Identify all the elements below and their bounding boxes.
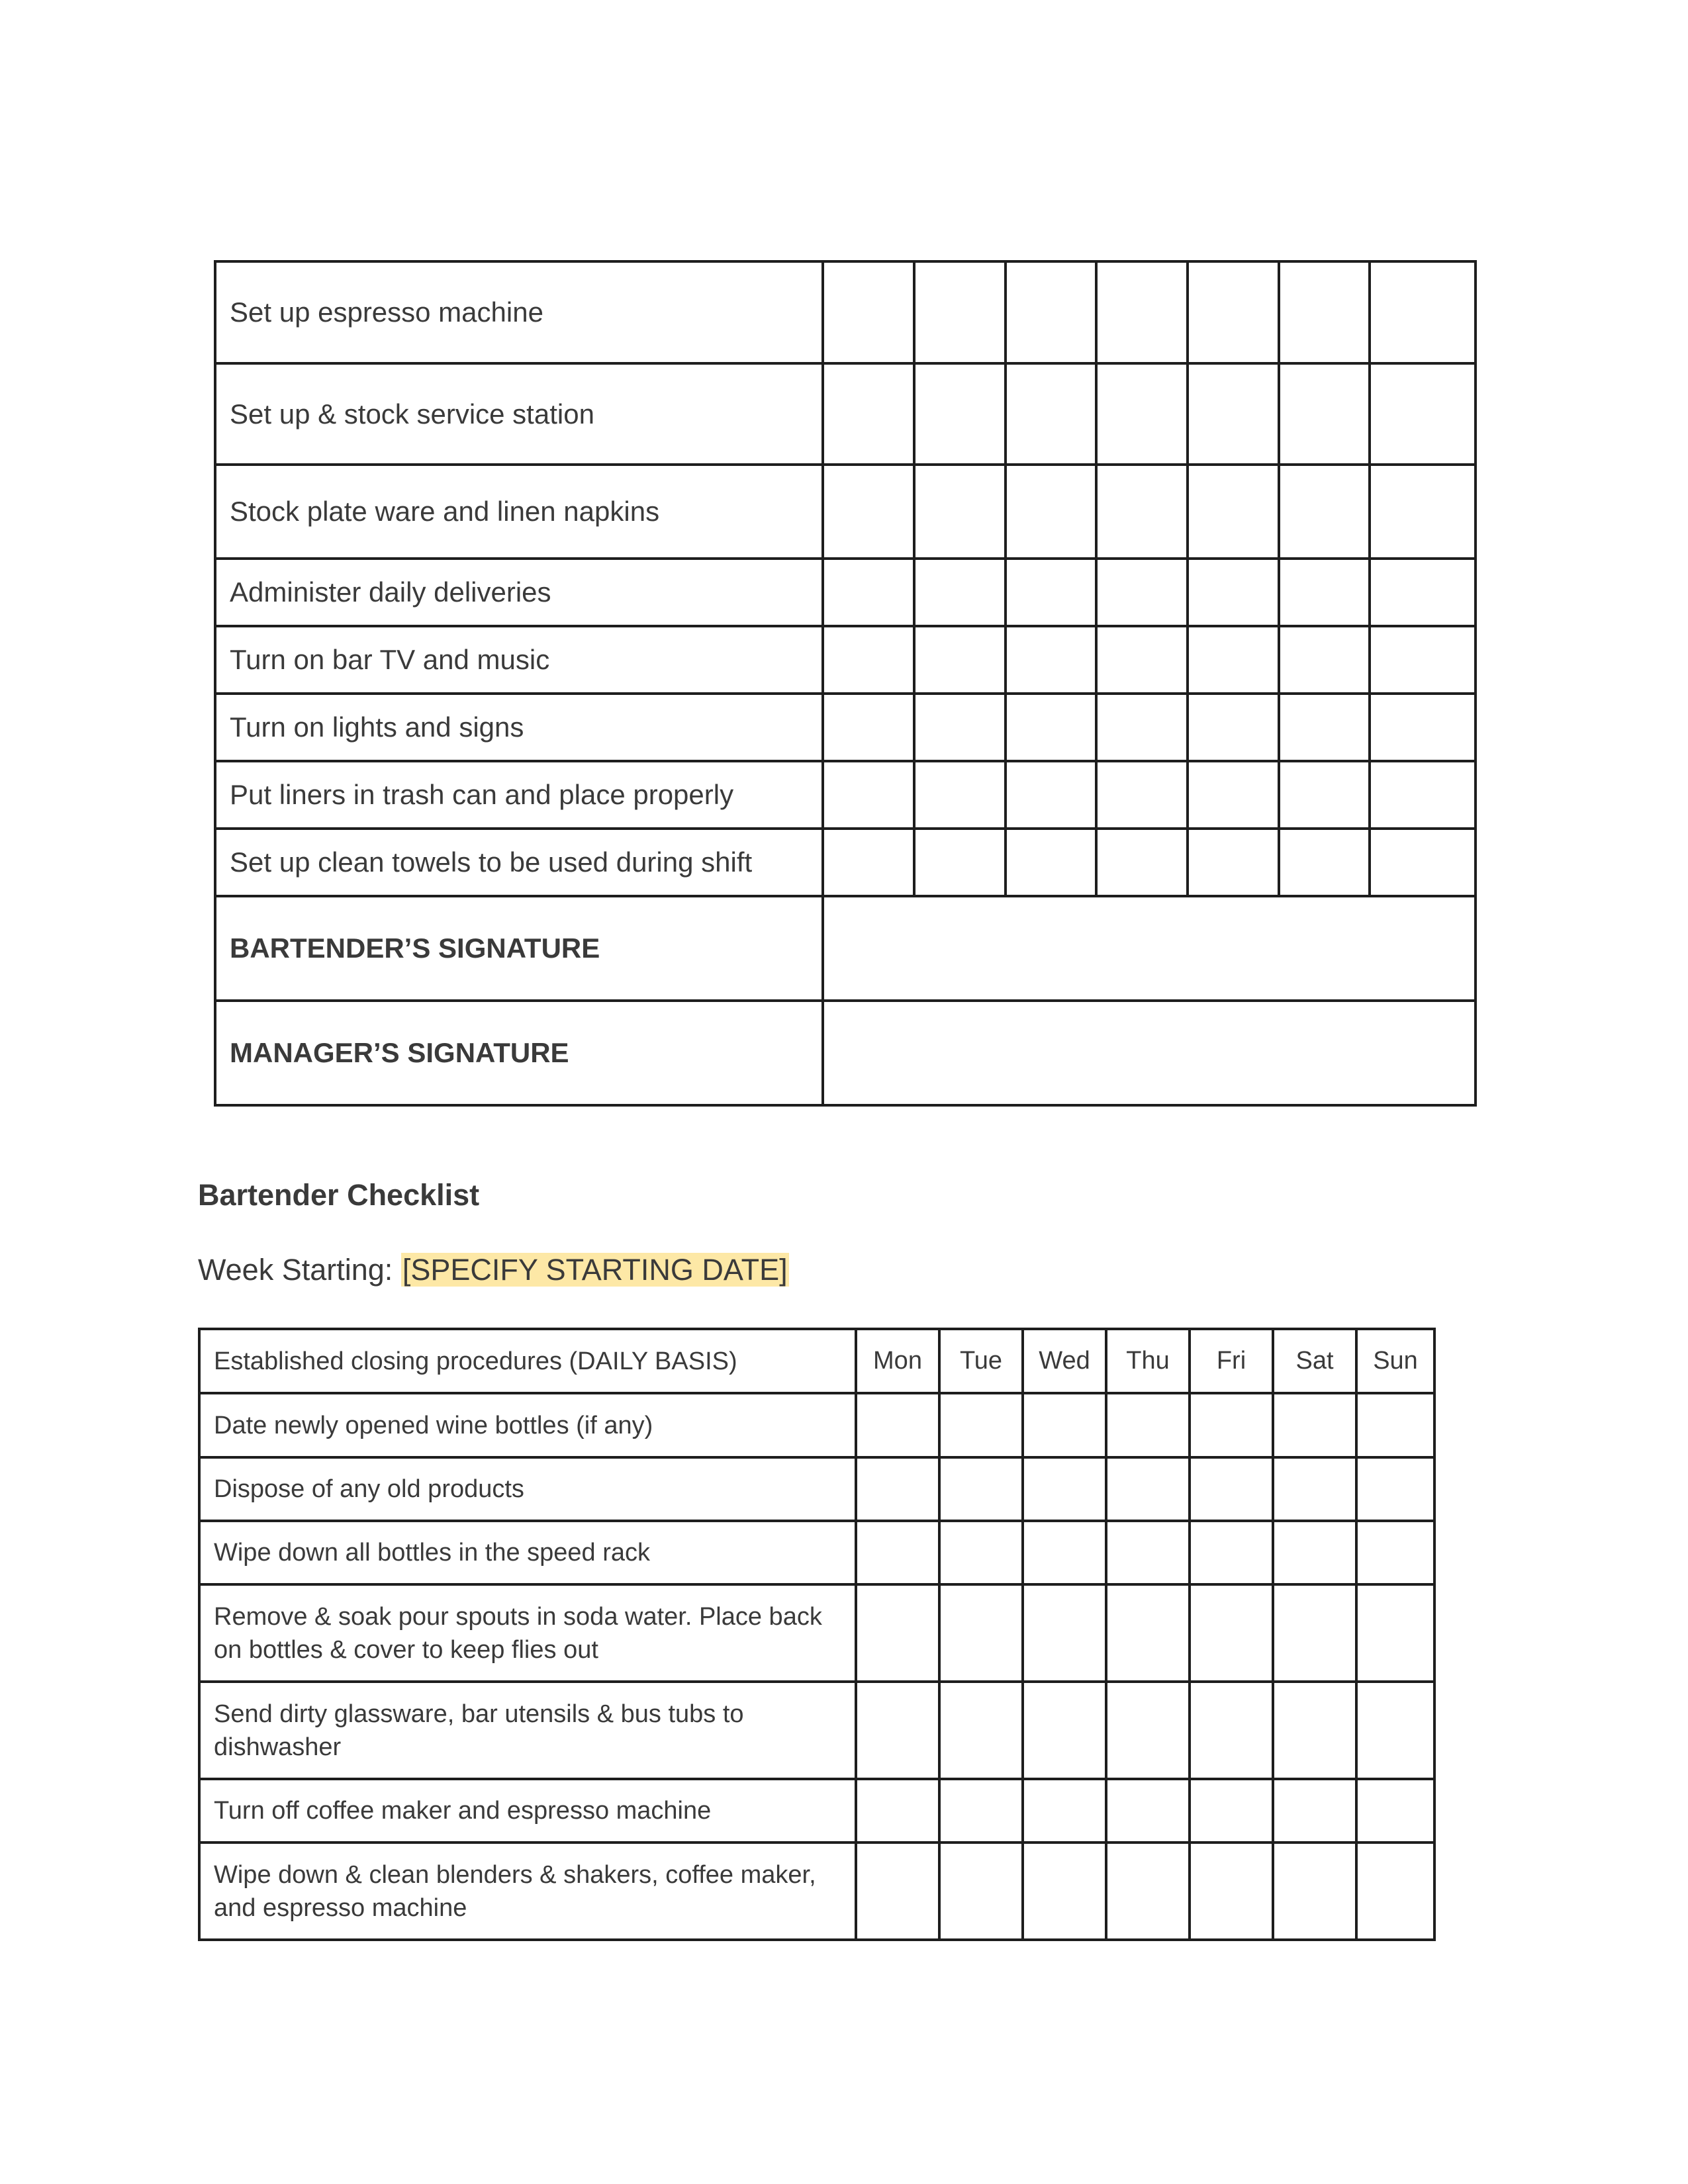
column-header-day: Sun: [1356, 1329, 1434, 1393]
check-cell[interactable]: [823, 761, 914, 829]
check-cell[interactable]: [939, 1457, 1023, 1521]
check-cell[interactable]: [1096, 363, 1188, 465]
check-cell[interactable]: [856, 1779, 939, 1843]
check-cell[interactable]: [1188, 829, 1279, 896]
week-starting-label: Week Starting:: [198, 1253, 393, 1287]
check-cell[interactable]: [1188, 626, 1279, 694]
column-header-procedures: Established closing procedures (DAILY BASIS): [199, 1329, 856, 1393]
column-header-day: Tue: [939, 1329, 1023, 1393]
column-header-day: Thu: [1106, 1329, 1190, 1393]
check-cell[interactable]: [823, 626, 914, 694]
check-cell[interactable]: [914, 829, 1006, 896]
task-label: Set up clean towels to be used during shift: [215, 829, 823, 896]
check-cell[interactable]: [1096, 829, 1188, 896]
task-label: Set up espresso machine: [215, 261, 823, 363]
check-cell[interactable]: [1006, 363, 1097, 465]
manager-signature-row: [215, 1001, 1476, 1105]
check-cell[interactable]: [1006, 626, 1097, 694]
check-cell[interactable]: [1190, 1521, 1273, 1584]
check-cell[interactable]: [1096, 465, 1188, 559]
check-cell[interactable]: [1279, 261, 1370, 363]
table-row: [199, 1521, 1434, 1584]
task-label: Date newly opened wine bottles (if any): [199, 1393, 856, 1457]
check-cell[interactable]: [856, 1457, 939, 1521]
table-row: [199, 1779, 1434, 1843]
task-label: Turn on lights and signs: [215, 694, 823, 761]
check-cell[interactable]: [1279, 761, 1370, 829]
check-cell[interactable]: [1006, 694, 1097, 761]
task-label: Send dirty glassware, bar utensils & bus tubs to dishwasher: [199, 1682, 856, 1779]
check-cell[interactable]: [1356, 1682, 1434, 1779]
check-cell[interactable]: [856, 1393, 939, 1457]
check-cell[interactable]: [1279, 559, 1370, 626]
check-cell[interactable]: [1023, 1521, 1106, 1584]
check-cell[interactable]: [1190, 1779, 1273, 1843]
check-cell[interactable]: [1190, 1393, 1273, 1457]
check-cell[interactable]: [939, 1779, 1023, 1843]
check-cell[interactable]: [939, 1521, 1023, 1584]
check-cell[interactable]: [1190, 1843, 1273, 1940]
task-label: Turn on bar TV and music: [215, 626, 823, 694]
check-cell[interactable]: [823, 559, 914, 626]
column-header-day: Fri: [1190, 1329, 1273, 1393]
check-cell[interactable]: [1356, 1393, 1434, 1457]
check-cell[interactable]: [1023, 1682, 1106, 1779]
check-cell[interactable]: [1006, 559, 1097, 626]
opening-table-body: [215, 261, 1476, 1105]
table-header-row: [199, 1329, 1434, 1393]
check-cell[interactable]: [1096, 761, 1188, 829]
task-label: Remove & soak pour spouts in soda water. Place back on bottles & cover to keep flies out: [199, 1584, 856, 1682]
table-row: [215, 363, 1476, 465]
bartender-signature-row: [215, 896, 1476, 1001]
check-cell[interactable]: [1096, 694, 1188, 761]
check-cell[interactable]: [1096, 261, 1188, 363]
check-cell[interactable]: [1370, 761, 1476, 829]
check-cell[interactable]: [914, 465, 1006, 559]
check-cell[interactable]: [1106, 1779, 1190, 1843]
check-cell[interactable]: [1279, 465, 1370, 559]
check-cell[interactable]: [1356, 1843, 1434, 1940]
check-cell[interactable]: [1006, 829, 1097, 896]
check-cell[interactable]: [856, 1521, 939, 1584]
check-cell[interactable]: [914, 626, 1006, 694]
task-label: Put liners in trash can and place properly: [215, 761, 823, 829]
check-cell[interactable]: [1023, 1584, 1106, 1682]
check-cell[interactable]: [1273, 1457, 1356, 1521]
check-cell[interactable]: [856, 1682, 939, 1779]
closing-checklist-table: [198, 1328, 1436, 1941]
check-cell[interactable]: [1006, 465, 1097, 559]
check-cell[interactable]: [939, 1843, 1023, 1940]
table-row: [199, 1584, 1434, 1682]
table-row: [199, 1457, 1434, 1521]
table-row: [199, 1843, 1434, 1940]
task-label: Wipe down & clean blenders & shakers, coffee maker, and espresso machine: [199, 1843, 856, 1940]
check-cell[interactable]: [1188, 261, 1279, 363]
check-cell[interactable]: [1188, 363, 1279, 465]
check-cell[interactable]: [1356, 1584, 1434, 1682]
check-cell[interactable]: [823, 261, 914, 363]
check-cell[interactable]: [1273, 1521, 1356, 1584]
column-header-day: Mon: [856, 1329, 939, 1393]
column-header-day: Sat: [1273, 1329, 1356, 1393]
check-cell[interactable]: [1370, 694, 1476, 761]
check-cell[interactable]: [1106, 1521, 1190, 1584]
task-label: Wipe down all bottles in the speed rack: [199, 1521, 856, 1584]
check-cell[interactable]: [914, 761, 1006, 829]
check-cell[interactable]: [1279, 829, 1370, 896]
check-cell[interactable]: [823, 465, 914, 559]
check-cell[interactable]: [1190, 1457, 1273, 1521]
check-cell[interactable]: [1273, 1393, 1356, 1457]
check-cell[interactable]: [856, 1843, 939, 1940]
check-cell[interactable]: [1356, 1779, 1434, 1843]
check-cell[interactable]: [1096, 626, 1188, 694]
column-header-day: Wed: [1023, 1329, 1106, 1393]
opening-checklist-table: [214, 260, 1477, 1107]
check-cell[interactable]: [1106, 1393, 1190, 1457]
check-cell[interactable]: [1279, 626, 1370, 694]
check-cell[interactable]: [1370, 465, 1476, 559]
check-cell[interactable]: [939, 1584, 1023, 1682]
check-cell[interactable]: [1096, 559, 1188, 626]
closing-table-body: [199, 1329, 1434, 1940]
table-row: [215, 761, 1476, 829]
check-cell[interactable]: [914, 363, 1006, 465]
check-cell[interactable]: [1023, 1843, 1106, 1940]
table-row: [215, 559, 1476, 626]
task-label: Set up & stock service station: [215, 363, 823, 465]
check-cell[interactable]: [1188, 761, 1279, 829]
task-label: Stock plate ware and linen napkins: [215, 465, 823, 559]
check-cell[interactable]: [914, 559, 1006, 626]
bartender-signature-field[interactable]: [823, 896, 1476, 1001]
manager-signature-label: MANAGER’S SIGNATURE: [215, 1001, 823, 1105]
check-cell[interactable]: [914, 694, 1006, 761]
check-cell[interactable]: [823, 829, 914, 896]
table-row: [199, 1682, 1434, 1779]
check-cell[interactable]: [1356, 1457, 1434, 1521]
check-cell[interactable]: [1023, 1457, 1106, 1521]
task-label: Administer daily deliveries: [215, 559, 823, 626]
table-row: [215, 261, 1476, 363]
check-cell[interactable]: [1370, 559, 1476, 626]
check-cell[interactable]: [939, 1393, 1023, 1457]
week-starting-date-placeholder[interactable]: [SPECIFY STARTING DATE]: [402, 1253, 788, 1287]
check-cell[interactable]: [1006, 761, 1097, 829]
table-row: [215, 694, 1476, 761]
task-label: Turn off coffee maker and espresso machine: [199, 1779, 856, 1843]
check-cell[interactable]: [1279, 363, 1370, 465]
check-cell[interactable]: [1273, 1584, 1356, 1682]
section-title: Bartender Checklist: [198, 1178, 480, 1212]
check-cell[interactable]: [1006, 261, 1097, 363]
check-cell[interactable]: [1273, 1682, 1356, 1779]
check-cell[interactable]: [823, 363, 914, 465]
check-cell[interactable]: [1106, 1584, 1190, 1682]
check-cell[interactable]: [1106, 1682, 1190, 1779]
check-cell[interactable]: [856, 1584, 939, 1682]
check-cell[interactable]: [1188, 694, 1279, 761]
check-cell[interactable]: [939, 1682, 1023, 1779]
check-cell[interactable]: [914, 261, 1006, 363]
check-cell[interactable]: [1188, 559, 1279, 626]
check-cell[interactable]: [1190, 1584, 1273, 1682]
week-starting-line: [198, 1253, 789, 1287]
check-cell[interactable]: [1370, 261, 1476, 363]
manager-signature-field[interactable]: [823, 1001, 1476, 1105]
check-cell[interactable]: [1023, 1393, 1106, 1457]
table-row: [199, 1393, 1434, 1457]
task-label: Dispose of any old products: [199, 1457, 856, 1521]
check-cell[interactable]: [1023, 1779, 1106, 1843]
check-cell[interactable]: [1273, 1779, 1356, 1843]
check-cell[interactable]: [1356, 1521, 1434, 1584]
bartender-signature-label: BARTENDER’S SIGNATURE: [215, 896, 823, 1001]
check-cell[interactable]: [1106, 1457, 1190, 1521]
table-row: [215, 829, 1476, 896]
check-cell[interactable]: [1370, 363, 1476, 465]
check-cell[interactable]: [1370, 626, 1476, 694]
check-cell[interactable]: [1370, 829, 1476, 896]
check-cell[interactable]: [1190, 1682, 1273, 1779]
check-cell[interactable]: [1188, 465, 1279, 559]
check-cell[interactable]: [1279, 694, 1370, 761]
table-row: [215, 465, 1476, 559]
check-cell[interactable]: [823, 694, 914, 761]
check-cell[interactable]: [1273, 1843, 1356, 1940]
check-cell[interactable]: [1106, 1843, 1190, 1940]
table-row: [215, 626, 1476, 694]
